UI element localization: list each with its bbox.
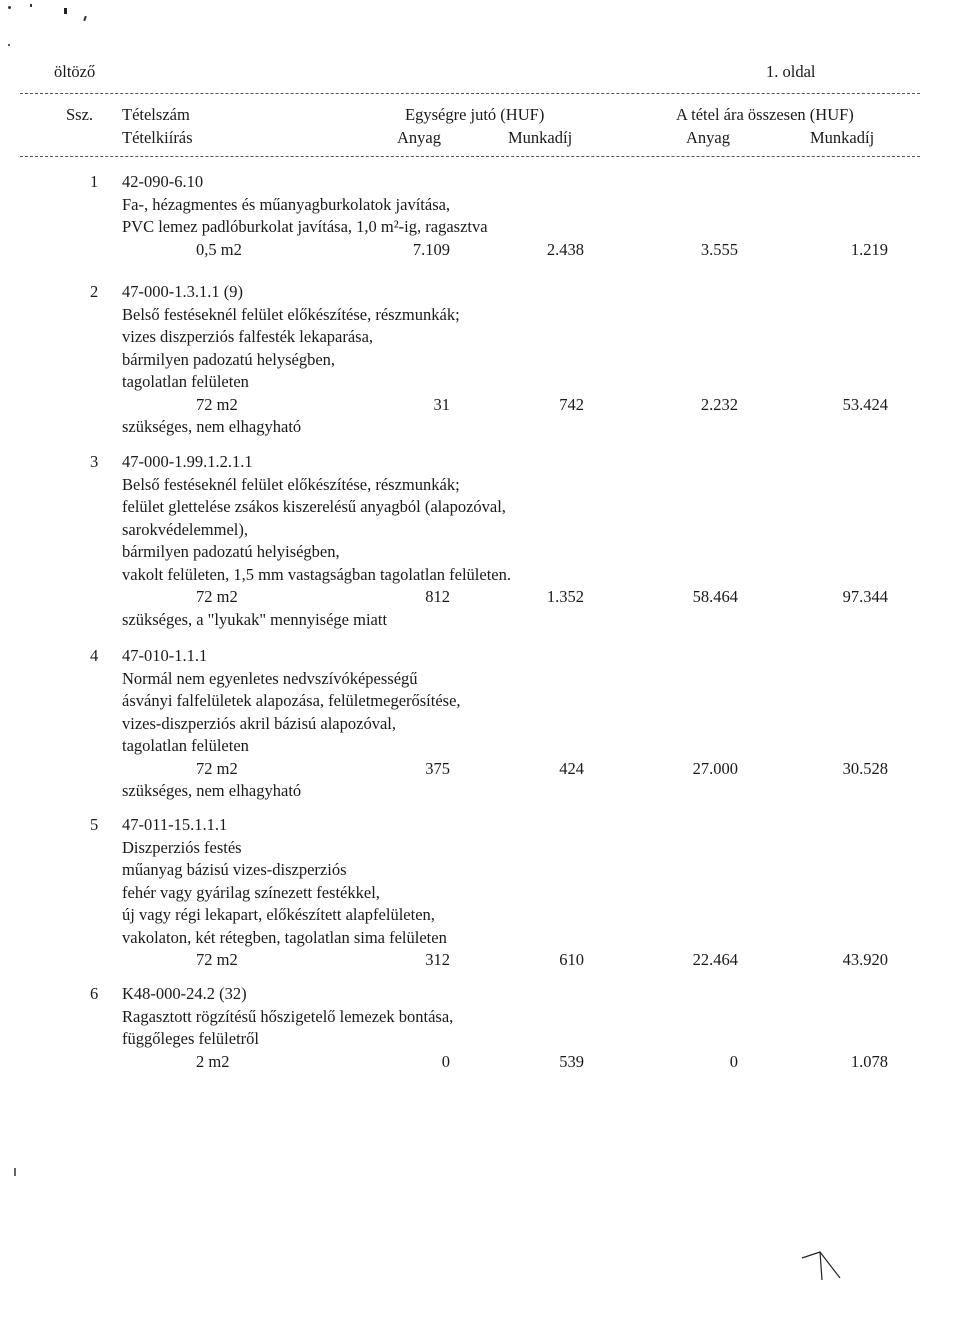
item-quantity: 72 m2 [196,587,238,606]
item-number: 5 [90,815,99,834]
total-munkadij-value: 30.528 [842,758,888,778]
item-note: szükséges, nem elhagyható [122,417,302,436]
unit-munkadij-value: 539 [559,1051,584,1071]
col-unit-anyag: Anyag [397,128,441,147]
item-description-line: vizes diszperziós falfesték lekaparása, [122,327,374,346]
total-munkadij-value: 53.424 [842,394,888,414]
total-anyag-value: 2.232 [700,394,738,414]
item-description-line: Diszperziós festés [122,837,242,857]
total-munkadij-value: 1.078 [850,1051,888,1071]
page-number: 1. oldal [766,62,816,81]
item-note: szükséges, a "lyukak" mennyisége miatt [122,609,388,629]
item-description-line: új vagy régi lekapart, előkészített alapfelületen, [122,905,435,924]
item-description-line: Belső festéseknél felület előkészítése, részmunkák; [122,474,460,494]
col-total-munkadij: Munkadíj [810,128,875,147]
item-description-line: PVC lemez padlóburkolat javítása, 1,0 m²-ig, ragasztva [122,217,488,236]
pen-mark [800,1250,860,1300]
item-code: 42-090-6.10 [122,172,204,191]
item-code: 47-011-15.1.1.1 [122,815,228,834]
item-code: K48-000-24.2 (32) [122,984,247,1003]
item-description-line: vakolaton, két rétegben, tagolatlan sima felületen [122,927,447,947]
item-quantity: 72 m2 [196,950,238,969]
item-description-line: vizes-diszperziós akril bázisú alapozóval, [122,713,396,733]
scan-speck [8,6,11,9]
item-note: szükséges, nem elhagyható [122,781,302,800]
item-number: 1 [90,172,99,191]
total-anyag-value: 58.464 [692,587,738,606]
unit-anyag-value: 7.109 [412,239,450,259]
col-tetelkiiras: Tételkiírás [122,128,193,147]
col-ssz: Ssz. [66,105,94,124]
unit-anyag-value: 312 [425,950,450,969]
item-quantity: 72 m2 [196,758,238,778]
item-number: 2 [90,282,99,301]
item-description-line: tagolatlan felületen [122,736,249,755]
item-description-line: műanyag bázisú vizes-diszperziós [122,860,347,879]
scan-speck [64,8,67,14]
item-number: 6 [90,984,99,1003]
unit-anyag-value: 375 [425,758,450,778]
item-description-line: függőleges felületről [122,1029,259,1048]
total-munkadij-value: 43.920 [842,950,888,969]
item-description-line: fehér vagy gyárilag színezett festékkel, [122,882,380,902]
item-number: 3 [90,452,99,471]
unit-munkadij-value: 610 [559,950,584,969]
item-description-line: Fa-, hézagmentes és műanyagburkolatok javítása, [122,194,451,214]
item-quantity: 0,5 m2 [196,239,242,259]
unit-anyag-value: 31 [433,394,450,414]
item-quantity: 2 m2 [196,1051,230,1071]
scan-speck [8,44,10,46]
item-description-line: bármilyen padozatú helységben, [122,349,336,369]
divider [20,156,920,157]
divider [20,93,920,94]
item-code: 47-000-1.99.1.2.1.1 [122,452,253,471]
total-munkadij-value: 1.219 [850,239,888,259]
scan-speck [83,16,87,21]
item-description-line: Ragasztott rögzítésű hőszigetelő lemezek bontása, [122,1006,454,1026]
col-tetelszam: Tételszám [122,105,190,124]
total-anyag-value: 0 [729,1051,738,1071]
total-anyag-value: 22.464 [692,950,738,969]
item-description-line: ásványi falfelületek alapozása, felületmegerősítése, [122,691,461,710]
scan-speck [14,1168,16,1176]
item-description-line: bármilyen padozatú helyiségben, [122,542,340,561]
total-munkadij-value: 97.344 [842,587,888,606]
item-quantity: 72 m2 [196,394,238,414]
unit-munkadij-value: 2.438 [546,239,584,259]
item-description-line: Normál nem egyenletes nedvszívóképességű [122,668,418,688]
col-unit-price: Egységre jutó (HUF) [405,105,545,124]
scan-speck [30,4,32,7]
item-code: 47-010-1.1.1 [122,646,208,665]
col-total-price: A tétel ára összesen (HUF) [676,105,854,124]
unit-anyag-value: 812 [425,587,450,606]
unit-munkadij-value: 1.352 [546,587,584,606]
unit-munkadij-value: 424 [559,758,584,778]
item-description-line: sarokvédelemmel), [122,519,248,539]
item-description-line: tagolatlan felületen [122,372,249,391]
col-total-anyag: Anyag [686,128,730,147]
item-description-line: Belső festéseknél felület előkészítése, részmunkák; [122,304,460,324]
item-number: 4 [90,646,99,665]
item-description-line: vakolt felületen, 1,5 mm vastagságban tagolatlan felületen. [122,564,511,584]
item-description-line: felület glettelése zsákos kiszerelésű anyagból (alapozóval, [122,497,506,516]
unit-munkadij-value: 742 [559,394,584,414]
col-unit-munkadij: Munkadíj [508,128,573,147]
document-title: öltöző [54,62,96,81]
unit-anyag-value: 0 [441,1051,450,1071]
total-anyag-value: 3.555 [700,239,738,259]
item-code: 47-000-1.3.1.1 (9) [122,282,243,301]
total-anyag-value: 27.000 [692,758,738,778]
